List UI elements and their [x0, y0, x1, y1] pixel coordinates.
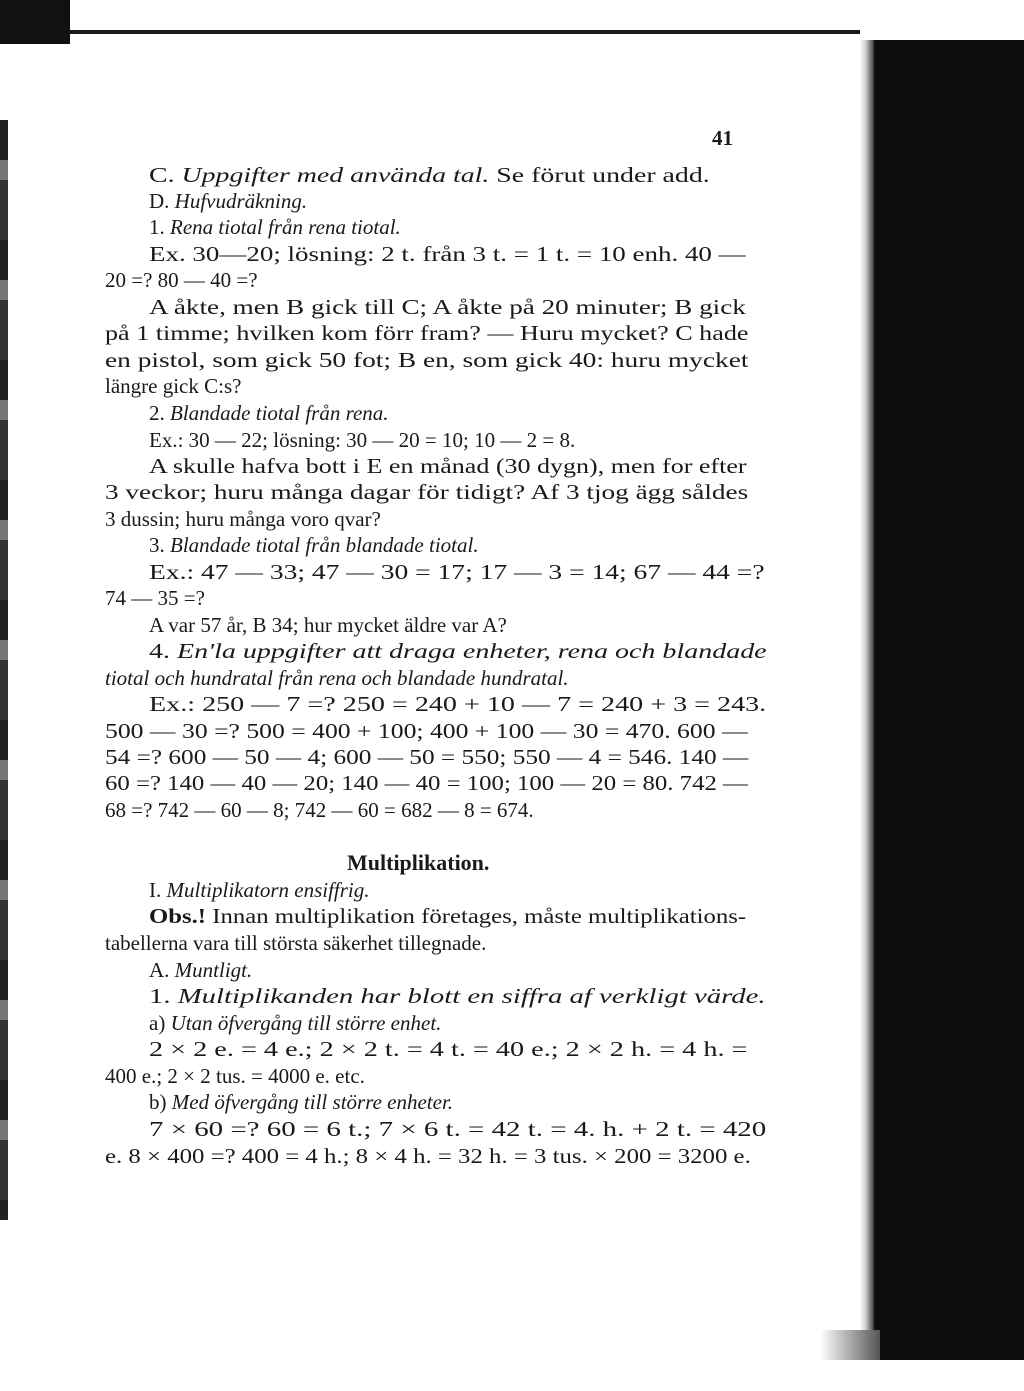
text-run: Multiplikation.	[347, 850, 490, 875]
text-run: 4.	[149, 639, 177, 663]
scan-bottom-edge	[820, 1330, 880, 1360]
text-run: Blandade tiotal från rena.	[170, 401, 389, 425]
text-run: 68 =? 742 — 60 — 8; 742 — 60 = 682 — 8 = 674.	[105, 798, 534, 822]
text-run: 500 — 30 =? 500 = 400 + 100; 400 + 100 — 30 = 470. 600 —	[105, 719, 748, 743]
text-line	[149, 453, 747, 479]
text-line	[105, 267, 258, 293]
text-line	[149, 162, 710, 188]
text-line	[149, 612, 507, 638]
text-run: tabellerna vara till största säkerhet tillegnade.	[105, 931, 487, 955]
text-run: Med öfvergång till större enheter.	[171, 1090, 454, 1114]
text-line	[149, 1036, 747, 1062]
text-run: Uppgifter med använda tal.	[181, 163, 490, 187]
text-line	[105, 718, 748, 744]
text-run: Muntligt.	[174, 958, 253, 982]
text-run: Ex.: 250 — 7 =? 250 = 240 + 10 — 7 = 240 + 3 = 243.	[149, 692, 767, 716]
scan-corner-shadow	[0, 0, 70, 44]
text-line	[105, 1063, 365, 1089]
text-run: 74 — 35 =?	[105, 586, 205, 610]
text-run: en pistol, som gick 50 fot; B en, som gick 40: huru mycket	[105, 348, 749, 372]
text-line	[105, 744, 748, 770]
text-line	[105, 373, 241, 399]
text-run: 2.	[149, 401, 170, 425]
text-line	[149, 691, 766, 717]
text-run: D.	[149, 189, 175, 213]
text-line	[149, 903, 746, 929]
text-line	[105, 665, 569, 691]
text-run: 3.	[149, 533, 170, 557]
text-line	[105, 320, 748, 346]
text-line	[149, 1116, 766, 1142]
text-run: A åkte, men B gick till C; A åkte på 20 minuter; B gick	[149, 295, 746, 319]
text-run: I.	[149, 878, 167, 902]
text-line	[149, 294, 746, 320]
text-line	[149, 1089, 453, 1115]
text-line	[149, 400, 389, 426]
text-run: Hufvudräkning.	[174, 189, 308, 213]
text-run: 400 e.; 2 × 2 tus. = 4000 e. etc.	[105, 1064, 365, 1088]
text-run: 3 dussin; huru många voro qvar?	[105, 507, 381, 531]
text-run: Rena tiotal från rena tiotal.	[170, 215, 401, 239]
text-run: 2 × 2 e. = 4 e.; 2 × 2 t. = 4 t. = 40 e.; 2 × 2 h. = 4 h. =	[149, 1037, 748, 1061]
text-run: tiotal och hundratal från rena och blandade hundratal.	[105, 666, 569, 690]
text-run: Se förut under add.	[489, 163, 710, 187]
text-line	[105, 930, 486, 956]
text-line	[149, 983, 766, 1009]
text-line	[149, 1010, 441, 1036]
page-number: 41	[712, 126, 733, 150]
scan-top-edge	[0, 0, 860, 34]
text-run: 7 × 60 =? 60 = 6 t.; 7 × 6 t. = 42 t. = 4. h. + 2 t. = 420	[149, 1117, 767, 1141]
text-run: Ex. 30—20; lösning: 2 t. från 3 t. = 1 t. = 10 enh. 40 —	[149, 242, 746, 266]
text-line	[105, 479, 748, 505]
text-line	[149, 532, 479, 558]
text-run: 20 =? 80 — 40 =?	[105, 268, 258, 292]
text-run: En'la uppgifter att draga enheter, rena och blandade	[176, 639, 767, 663]
text-run: 3 veckor; huru många dagar för tidigt? Af 3 tjog ägg såldes	[105, 480, 749, 504]
text-line	[149, 559, 765, 585]
text-line	[105, 797, 534, 823]
text-run: Obs.!	[149, 904, 207, 928]
text-line	[347, 850, 489, 876]
text-line	[105, 770, 748, 796]
text-run: A.	[149, 958, 175, 982]
text-line	[105, 585, 205, 611]
text-run: Multiplikanden har blott en siffra af verkligt värde.	[177, 984, 766, 1008]
text-line	[149, 427, 575, 453]
text-run: Multiplikatorn ensiffrig.	[166, 878, 370, 902]
text-run: e. 8 × 400 =? 400 = 4 h.; 8 × 4 h. = 32 h. = 3 tus. × 200 = 3200 e.	[105, 1144, 751, 1168]
text-run: Ex.: 47 — 33; 47 — 30 = 17; 17 — 3 = 14; 67 — 44 =?	[149, 560, 765, 584]
text-line	[149, 638, 767, 664]
text-line	[149, 188, 307, 214]
text-run: på 1 timme; hvilken kom förr fram? — Huru mycket? C hade	[105, 321, 749, 345]
text-run: längre gick C:s?	[105, 374, 242, 398]
text-run: Utan öfvergång till större enhet.	[170, 1011, 442, 1035]
text-run: A skulle hafva bott i E en månad (30 dygn), men for efter	[149, 454, 747, 478]
text-run: Blandade tiotal från blandade tiotal.	[170, 533, 479, 557]
scan-gutter-shadow	[874, 40, 1024, 1360]
text-run: Ex.: 30 — 22; lösning: 30 — 20 = 10; 10 — 2 = 8.	[149, 428, 576, 452]
text-run: 54 =? 600 — 50 — 4; 600 — 50 = 550; 550 — 4 = 546. 140 —	[105, 745, 749, 769]
text-run: A var 57 år, B 34; hur mycket äldre var A?	[149, 613, 507, 637]
text-line	[105, 506, 381, 532]
text-run: 1.	[149, 215, 170, 239]
text-line	[105, 347, 748, 373]
text-run: 1.	[149, 984, 178, 1008]
scan-left-edge	[0, 120, 8, 1220]
text-line	[149, 241, 746, 267]
text-line	[149, 877, 370, 903]
text-run: b)	[149, 1090, 172, 1114]
scan-page-fold	[860, 40, 874, 1360]
text-run: 60 =? 140 — 40 — 20; 140 — 40 = 100; 100 — 20 = 80. 742 —	[105, 771, 748, 795]
text-run: a)	[149, 1011, 171, 1035]
text-line	[149, 214, 401, 240]
text-run: Innan multiplikation företages, måste multiplikations-	[206, 904, 747, 928]
text-line	[149, 957, 252, 983]
text-line	[105, 1143, 751, 1169]
text-run: C.	[149, 163, 182, 187]
